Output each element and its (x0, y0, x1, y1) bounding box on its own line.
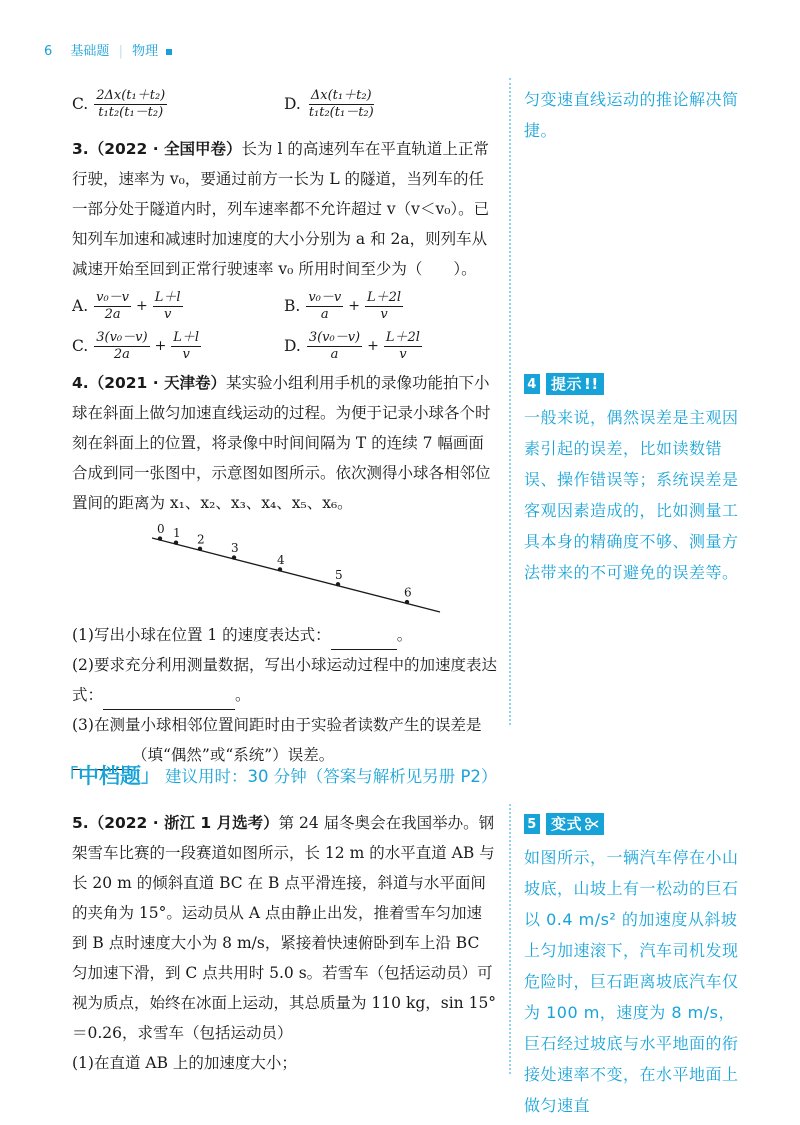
column-divider (509, 804, 511, 1074)
square-icon (166, 49, 172, 55)
option-c[interactable]: C. $\frac{\text{3(v₀－v)}}{2a}$ + $\frac{L+l}{v}$ (72, 329, 200, 362)
position-label: 4 (277, 552, 285, 567)
position-label: 2 (197, 532, 205, 547)
question-number: 4. (72, 374, 89, 392)
fraction: $\frac{\text{Δx(t₁＋t₂)}}{\text{t₁t₂(t₁－t₂)}}$ (308, 87, 374, 120)
position-label: 0 (157, 524, 165, 537)
page-number: 6 (44, 44, 53, 59)
ball-position-dot (232, 555, 236, 559)
q2-options (72, 82, 497, 126)
ball-position-dot (278, 567, 282, 571)
ball-position-dot (405, 600, 409, 604)
option-d[interactable]: D. $\frac{\text{Δx(t₁＋t₂)}}{\text{t₁t₂(t₁－t₂)}}$ (284, 87, 374, 120)
option-a[interactable]: A. $\frac{\text{v₀－v}}{2a}$ + $\frac{L+l}{v}$ (72, 289, 181, 322)
side-variant-box (524, 812, 750, 1121)
position-label: 3 (231, 541, 239, 556)
section-tag: 中档题 (78, 764, 141, 788)
answer-blank[interactable] (103, 687, 235, 710)
sub-question-2: (2)要求充分利用测量数据，写出小球运动过程中的加速度表达式： 。 (72, 650, 497, 710)
question-3 (72, 134, 497, 368)
column-divider (509, 78, 511, 725)
options (72, 286, 497, 366)
question-stem: 3.（2022 · 全国甲卷）长为 l 的高速列车在平直轨道上正常行驶，速率为 v₀，要通过前方一长为 L 的隧道，当列车的任一部分处于隧道内时，列车速率都不允许超过 v（v＜v₀）。已知列车加速和减速时加速度的大小分别为 a 和 2a，则列车从减速开始至回到正常行驶速率 v₀ 所用时间至少为（ ）。 (72, 140, 490, 278)
question-source: （2021 · 天津卷） (88, 374, 227, 392)
book-title: 基础题 (70, 44, 110, 59)
question-4 (72, 368, 497, 770)
subject-title: 物理 (132, 44, 159, 59)
position-label: 5 (335, 567, 343, 582)
sub-question-1: (1)写出小球在位置 1 的速度表达式： 。 (72, 620, 497, 650)
question-source: （2022 · 浙江 1 月选考） (88, 814, 279, 832)
ball-position-dot (198, 547, 202, 551)
ball-positions (157, 524, 412, 604)
sub-question-3: (3)在测量小球相邻位置间距时由于实验者读数产生的误差是（填“偶然”或“系统”）误差。 (72, 710, 497, 770)
incline-line (152, 538, 440, 612)
question-number: 3. (72, 140, 89, 158)
question-stem: 5.（2022 · 浙江 1 月选考）第 24 届冬奥会在我国举办。钢架雪车比赛的一段赛道如图所示，长 12 m 的水平直道 AB 与长 20 m 的倾斜直道 BC 在 B 点平滑连接，斜道与水平面间的夹角为 15°。运动员从 A 点由静止出发，推着雪车匀加速到 B 点时速度大小为 8 m/s，紧接着快速俯卧到车上沿 BC 匀加速下滑，到 C 点共用时 5.0 s。若雪车（包括运动员）可视为质点，始终在冰面上运动，其总质量为 110 kg，sin 15°＝0.26，求雪车（包括运动员） (72, 814, 497, 1042)
tip-text: 一般来说，偶然误差是主观因素引起的误差，比如读数错误、操作错误等；系统误差是客观因素造成的，比如测量工具本身的精确度不够、测量方法带来的不可避免的误差等。 (524, 408, 739, 582)
question-number: 5. (72, 814, 89, 832)
side-tip-box (524, 372, 750, 588)
running-header: 6 基础题 | 物理 (44, 40, 172, 59)
ball-position-dot (174, 540, 178, 544)
question-stem: 4.（2021 · 天津卷）某实验小组利用手机的录像功能拍下小球在斜面上做匀加速直线运动的过程。为便于记录小球各个时刻在斜面上的位置，将录像中时间间隔为 T 的连续 7 幅画面合成到同一张图中，示意图如图所示。依次测得小球各相邻位置间的距离为 x₁、x₂、x₃、x₄、x₅、x₆。 (72, 374, 491, 512)
answer-blank[interactable] (331, 627, 397, 650)
ball-position-dot (158, 536, 162, 540)
option-c[interactable]: C. $\frac{\text{2Δx(t₁＋t₂)}}{\text{t₁t₂(t₁－t₂)}}$ (72, 87, 166, 120)
sub-question-1: (1)在直道 AB 上的加速度大小； (72, 1054, 297, 1072)
option-d[interactable]: D. $\frac{\text{3(v₀－v)}}{a}$ + $\frac{L+2l}{v}$ (284, 329, 420, 362)
tip-title: 提示 !! (546, 373, 604, 395)
variant-text: 如图所示，一辆汽车停在小山坡底，山坡上有一松动的巨石以 0.4 m/s² 的加速度从斜坡上匀加速滚下，汽车司机发现危险时，巨石距离坡底汽车仅为 100 m，速度为 8 m/s，巨石经过坡底与水平地面的衔接处速率不变，在水平地面上做匀速直 (524, 848, 739, 1115)
question-source: （2022 · 全国甲卷） (88, 140, 242, 158)
side-note-top: 匀变速直线运动的推论解决简捷。 (524, 90, 739, 140)
scissors-icon (585, 817, 599, 831)
question-5 (72, 808, 497, 1078)
position-label: 1 (173, 526, 181, 541)
tip-number: 4 (524, 374, 540, 394)
incline-figure (152, 524, 452, 616)
ball-position-dot (336, 582, 340, 586)
fraction: $\frac{\text{2Δx(t₁＋t₂)}}{\text{t₁t₂(t₁－t₂)}}$ (96, 87, 166, 120)
exclamation-icon: !! (584, 374, 599, 393)
section-note: 建议用时：30 分钟（答案与解析见另册 P2） (165, 767, 498, 786)
position-label: 6 (404, 585, 412, 600)
variant-title: 变式 (546, 813, 604, 835)
variant-number: 5 (524, 814, 540, 834)
section-band: 「 中档题 」 建议用时：30 分钟（答案与解析见另册 P2） (60, 760, 760, 790)
option-b[interactable]: B. $\frac{\text{v₀－v}}{a}$ + $\frac{L+2l}{v}$ (284, 289, 402, 322)
